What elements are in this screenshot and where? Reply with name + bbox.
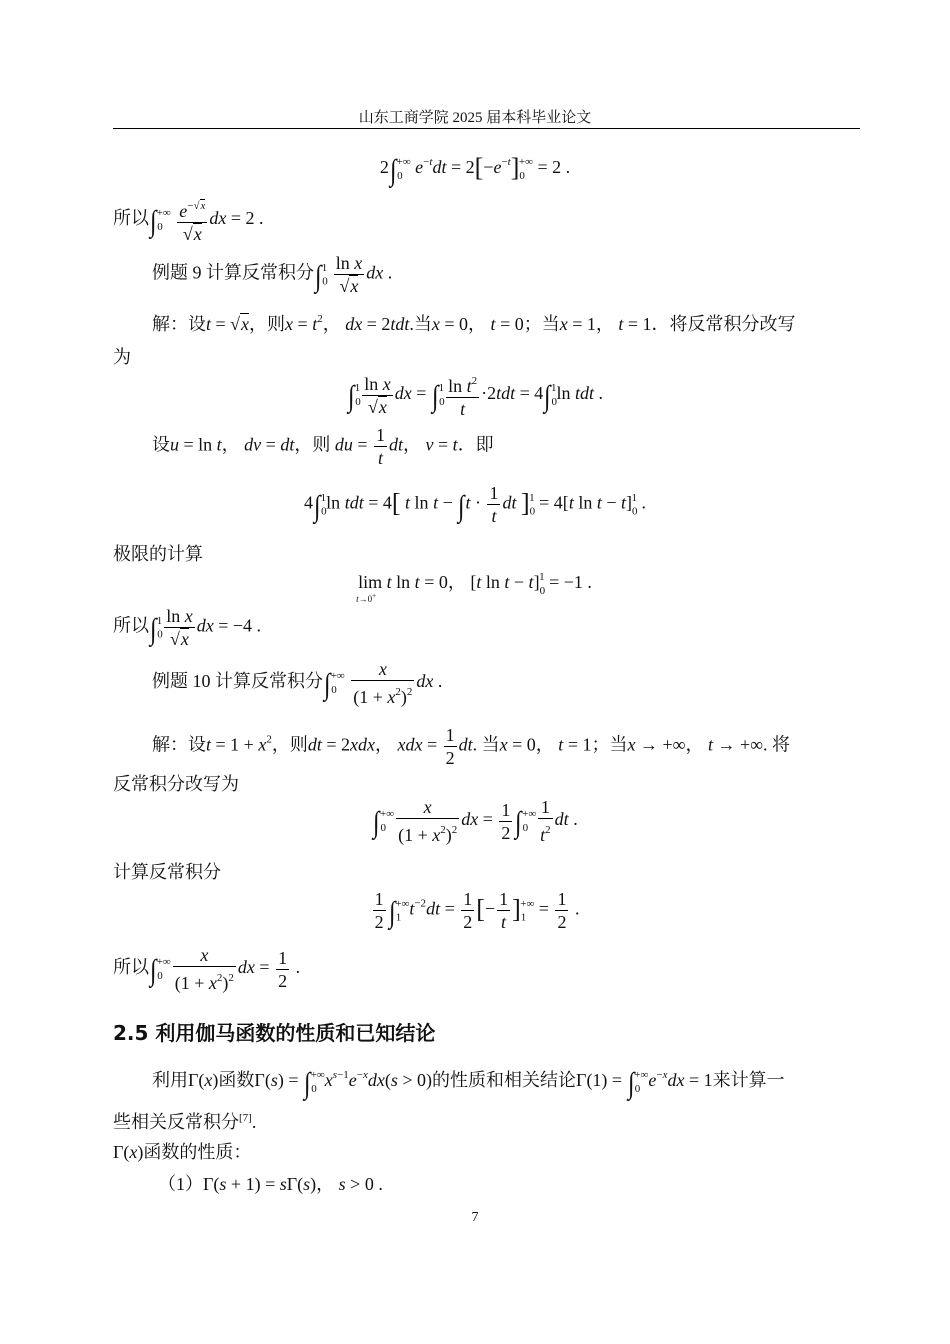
compute-title: 计算反常积分 — [113, 862, 221, 882]
equation-5: $\int_0^{+\infty}$ $\frac{x}{(1 + x^2)^2}$ dx = $\frac{1}{2}$ $\int_0^{+\infty}$ $\frac{1}{t^2}$ dt . — [373, 797, 578, 845]
gamma-paragraph-cont: 些相关反常积分[7]. — [113, 1112, 257, 1132]
convert-line: 反常积分改写为 — [113, 774, 239, 794]
example-9-solution: 解：设t = √x，则$x = t^2$， dx = 2tdt.当x = 0， t = 0；当x = 1， t = 1．将反常积分改写 — [152, 313, 796, 334]
header-rule — [113, 128, 860, 129]
page-number: 7 — [471, 1210, 479, 1225]
equation-2: $\int_0^1$ $\frac{\text{ln x}}{√x}$ dx = $\int_0^1$ $\frac{\ln t^2}{t}$ $\cdot 2tdt = 4\int_0^1\ln$ tdt . — [0, 370, 950, 420]
gamma-property-1: （1）Γ(s + 1) = sΓ(s)， s > 0 . — [158, 1174, 383, 1194]
conclusion-1: 所以$\int_0^{+\infty}$ $\frac{e^{-√x}}{√x}$ dx = 2 . — [113, 195, 264, 245]
example-9-title: 例题 9 计算反常积分$\int_0^1$ $\frac{\text{ln x}}{√x}$ dx . — [152, 253, 393, 296]
conclusion-2: 所以$\int_0^1$ $\frac{\text{ln x}}{√x}$ dx = −4 . — [113, 606, 262, 649]
equation-4: lim t→0+ t ln t = 0， [t $\ln t - t]_0^1 = -1$ . — [356, 571, 592, 604]
equation-6: $\frac{1}{2}$ $\int_1^{+\infty}t^{-2}dt$ = $\frac{1}{2}$ [− $\frac{1}{t}$ ]$_1^{+\infty}$ = $\frac{1}{2}$ . — [374, 889, 580, 932]
wei-line: 为 — [113, 347, 131, 367]
equation-1: $2\int_0^{+\infty}$ $e^{-t}dt = 2[-e^{-t}]_0^{+\infty} = 2$ . — [379, 153, 571, 187]
gamma-paragraph: 利用Γ(x)函数$\Gamma(s) = \int_0^{+\infty}x^{s-1}e^{-x}dx(s > 0)$的性质和相关结论$\Gamma(1) = \int_0^{+\infty}e^{-x}dx = 1$来计算一 — [152, 1067, 785, 1100]
equation-3: $4\int_0^1\ln$ tdt = 4[ t ln t − ∫t · $\frac{1}{t}$ dt ]$_0^1 = 4[t$ $\ln t - t]_0^1$ . — [303, 483, 647, 526]
gamma-properties-title: Γ(x)函数的性质： — [113, 1142, 252, 1162]
so-label: 所以 — [113, 208, 149, 229]
citation[interactable]: [7] — [239, 1112, 252, 1124]
limit-title: 极限的计算 — [113, 544, 203, 564]
example-10-solution: 解：设$t = 1 + x^2$，则dt = 2xdx， xdx = $\frac{1}{2}$ dt. 当x = 0， t = 1；当x → +∞， t → +∞. 将 — [152, 725, 790, 768]
section-heading: 2.5 利用伽马函数的性质和已知结论 — [113, 1021, 436, 1045]
substitution-uv: 设u = ln t， dv = dt，则 du = $\frac{1}{t}$ dt， v = t．即 — [152, 425, 494, 468]
example-10-title: 例题 10 计算反常积分$\int_0^{+\infty}$ $\frac{x}{(1 + x^2)^2}$ dx . — [152, 659, 443, 707]
running-header: 山东工商学院 2025 届本科毕业论文 — [358, 110, 592, 126]
conclusion-3: 所以$\int_0^{+\infty}$ $\frac{x}{(1 + x^2)^2}$ dx = $\frac{1}{2}$ . — [113, 945, 301, 993]
